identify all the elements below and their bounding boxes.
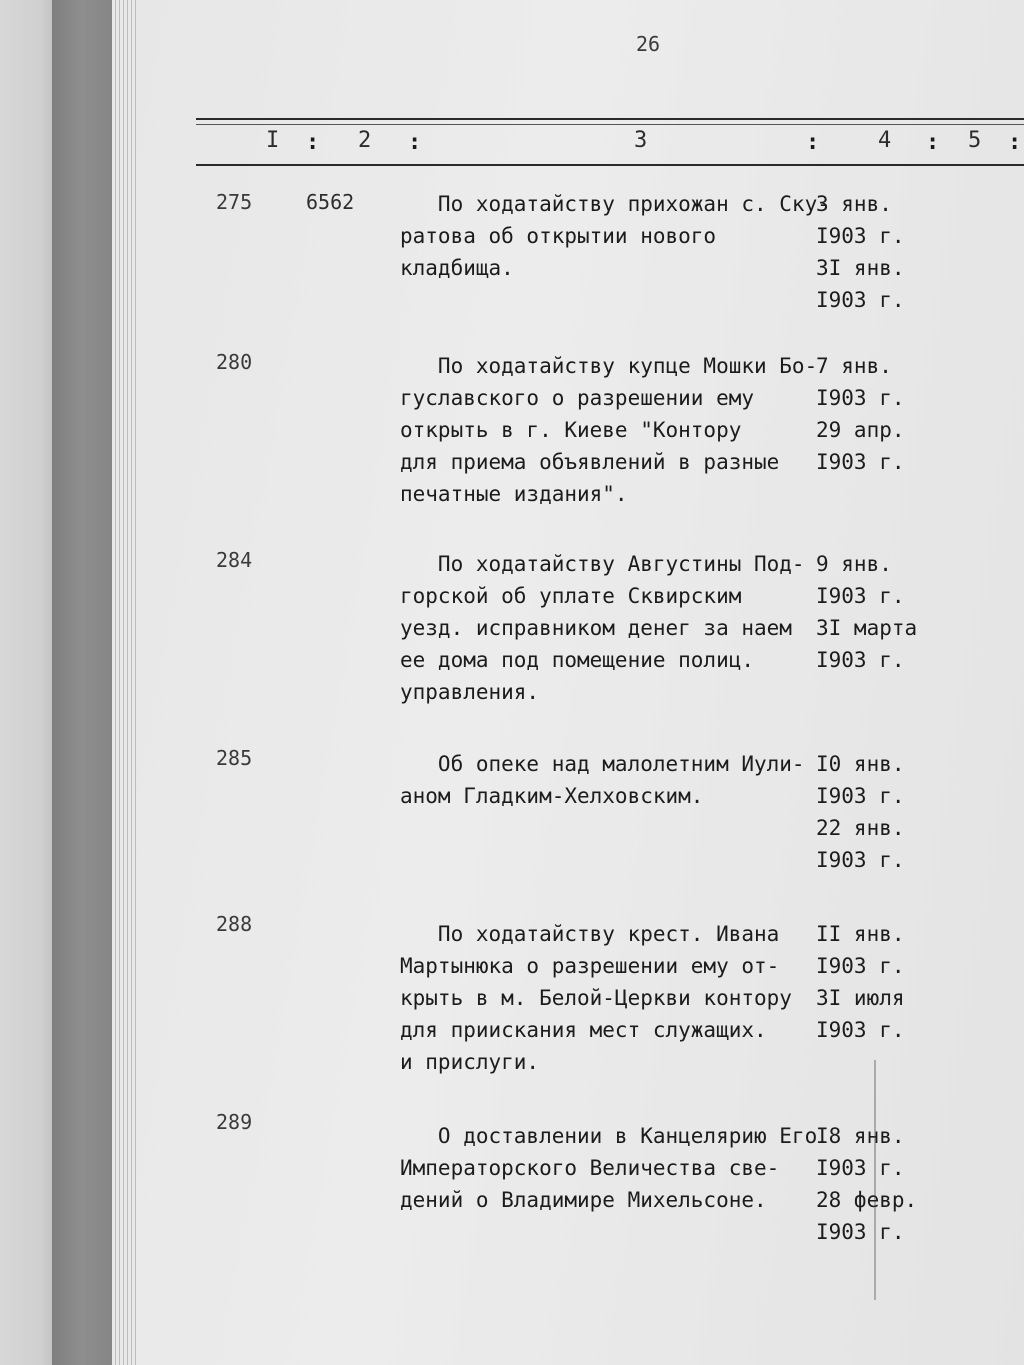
entry-text-line: гуславского о разрешении ему [400,386,755,410]
entry-text-line: управления. [400,680,540,704]
date-start-year: I903 г. [816,224,905,248]
entry-text-line: По ходатайству Августины Под- [400,552,805,576]
entry-text-line: По ходатайству крест. Ивана [400,922,780,946]
entry-text-line: Императорского Величества све- [400,1156,780,1180]
table-top-rule [196,118,1024,120]
book-spine [52,0,114,1365]
date-start-year: I903 г. [816,386,905,410]
table-top-rule-thin [196,124,1024,125]
date-end: 3I янв. [816,256,905,280]
entry-text-line: дений о Владимире Михельсоне. [400,1188,767,1212]
case-number: 6562 [306,190,355,214]
entry-text-line: аном Гладким-Хелховским. [400,784,704,808]
entry-text-line: О доставлении в Канцелярию Его [400,1124,818,1148]
entry-text-line: для приема объявлений в разные [400,450,780,474]
entry-text-line: кладбища. [400,256,514,280]
date-end-year: I903 г. [816,648,905,672]
entry-number: 275 [216,190,253,214]
page-edges [112,0,138,1365]
entry-text-line: ратова об открытии нового [400,224,717,248]
page-number: 26 [636,32,661,56]
date-start: 3 янв. [816,192,892,216]
column-separator: : [806,130,820,155]
entry-number: 285 [216,746,253,770]
entry-number: 280 [216,350,253,374]
date-start: 9 янв. [816,552,892,576]
entry-text-line: открыть в г. Киеве "Контору [400,418,742,442]
column-header-2: 2 [358,128,372,153]
date-start: I0 янв. [816,752,905,776]
date-start: I8 янв. [816,1124,905,1148]
table-header-bottom-rule [196,164,1024,166]
document-page [136,0,1024,1365]
date-end-year: I903 г. [816,1220,905,1244]
entry-number: 289 [216,1110,253,1134]
date-end-year: I903 г. [816,1018,905,1042]
column-separator: : [306,130,320,155]
date-end: 28 февр. [816,1188,918,1212]
column-separator: : [408,130,422,155]
date-start-year: I903 г. [816,1156,905,1180]
date-end: 29 апр. [816,418,905,442]
entry-text-line: крыть в м. Белой-Церкви контору [400,986,792,1010]
entry-text-line: печатные издания". [400,482,628,506]
entry-number: 284 [216,548,253,572]
date-start: II янв. [816,922,905,946]
column-header-5: 5 [968,128,982,153]
entry-text-line: По ходатайству прихожан с. Ску- [400,192,830,216]
entry-text-line: ее дома под помещение полиц. [400,648,755,672]
entry-text-line: уезд. исправником денег за наем [400,616,792,640]
column-header-3: 3 [634,128,648,153]
date-start-year: I903 г. [816,784,905,808]
column-header-4: 4 [878,128,892,153]
column-header-1: I [266,128,280,153]
date-start: 7 янв. [816,354,892,378]
date-end: 3I марта [816,616,918,640]
column-separator: : [1008,130,1022,155]
entry-text-line: По ходатайству купце Мошки Бо- [400,354,818,378]
entry-text-line: Мартынюка о разрешении ему от- [400,954,780,978]
entry-text-line: Об опеке над малолетним Иули- [400,752,805,776]
entry-text-line: и прислуги. [400,1050,540,1074]
binding-edge [0,0,60,1365]
date-end-year: I903 г. [816,288,905,312]
date-start-year: I903 г. [816,584,905,608]
column-separator: : [926,130,940,155]
entry-text-line: для приискания мест служащих. [400,1018,767,1042]
bleed-through-line [874,1060,876,1300]
date-start-year: I903 г. [816,954,905,978]
entry-text-line: горской об уплате Сквирским [400,584,742,608]
date-end-year: I903 г. [816,848,905,872]
date-end-year: I903 г. [816,450,905,474]
date-end: 3I июля [816,986,905,1010]
date-end: 22 янв. [816,816,905,840]
entry-number: 288 [216,912,253,936]
